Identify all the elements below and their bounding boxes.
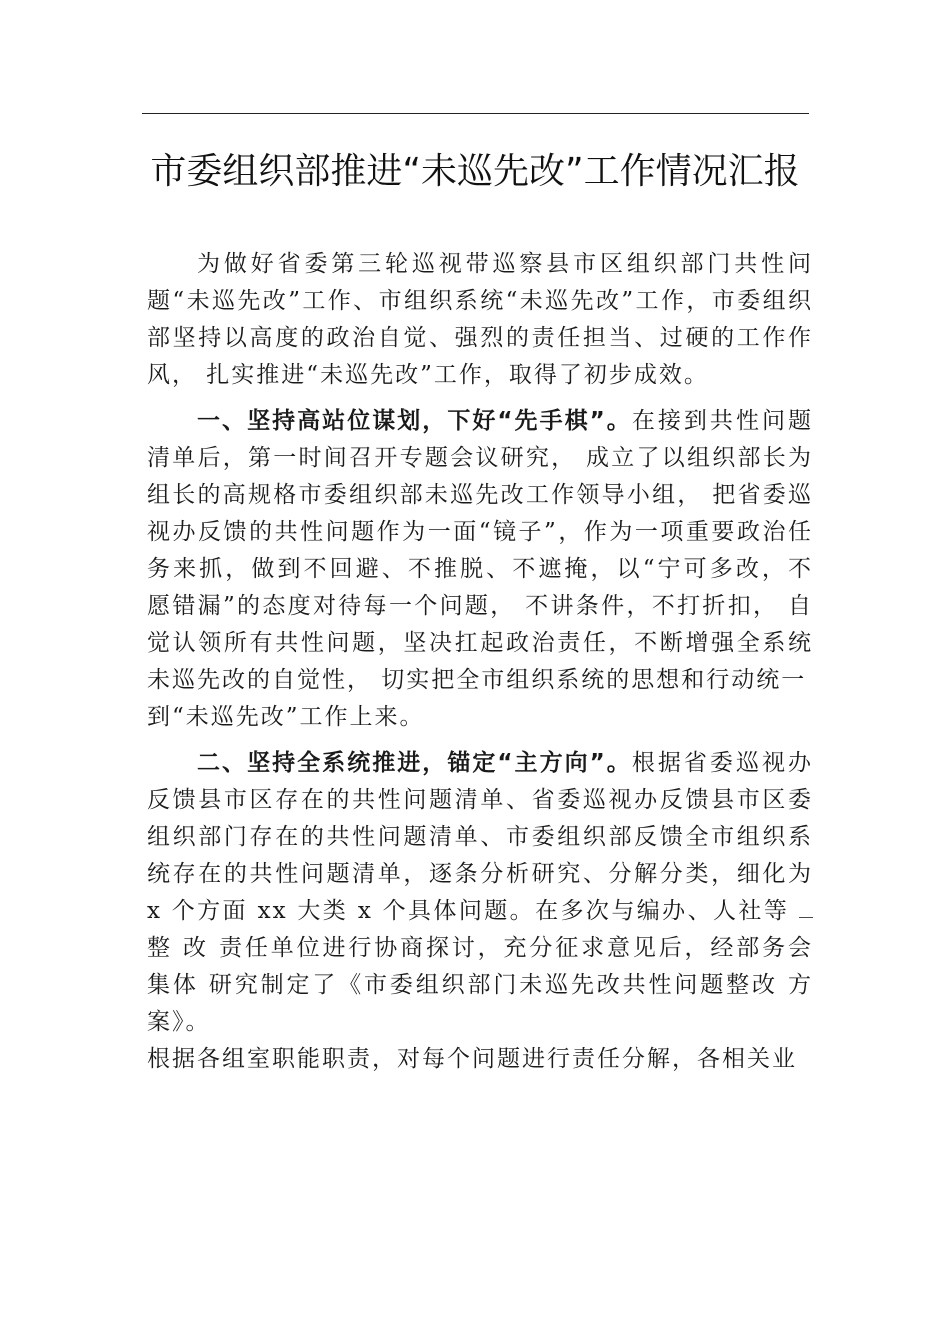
section-1-heading: 一、坚持高站位谋划，下好“先手棋”。 [197, 408, 632, 434]
section-2-text-b: 整 改 责任单位进行协商探讨，充分征求意见后，经部务会集体 研究制定了《市委组织部门未巡先改共性问题整改 方案》。 [147, 935, 813, 1035]
section-2-continuation: 根据各组室职能职责，对每个问题进行责任分解，各相关业 [147, 1046, 797, 1072]
section-1-text: 在接到共性问题 清单后，第一时间召开专题会议研究， 成立了以组织部长为 组长的高规格市委组织部未巡先改工作领导小组， 把省委巡 视办反馈的共性问题作为一面“镜子”，作为一项重要政治任 务来抓，做到不回避、不推脱、不遮掩，以“宁可多改，不 愿错漏”的态度对待每一个问题， 不讲条件，不打折扣， 自 觉认领所有共性问题，坚决扛起政治责任，不断增强全系统 未巡先改的自觉性， 切实把全市组织系统的思想和行动统一 [147, 408, 814, 693]
underline-mark [799, 899, 813, 918]
header-rule [142, 113, 809, 114]
intro-paragraph: 为做好省委第三轮巡视带巡察县市区组织部门共性问题“未巡先改”工作、市组织系统“未巡先改”工作，市委组织部坚持以高度的政治自觉、强烈的责任担当、过硬的工作作风， 扎实推进“未巡先改”工作，取得了初步成效。 [147, 251, 813, 388]
section-1-paragraph [147, 403, 813, 699]
section-2-paragraph [147, 745, 813, 1041]
section-2-text-a: 根据省委巡视办反馈县市区存在的共性问题清单、省委巡视办反馈县市区委组织部门存在的共性问题清单、市委组织部反馈全市组织系统存在的共性问题清单，逐条分析研究、分解分类，细化为 x 个方面 xx 大类 x 个具体问题。在多次与编办、人社等 [147, 750, 814, 924]
document-title: 市委组织部推进“未巡先改”工作情况汇报 [150, 151, 800, 192]
section-1-continuation: 到“未巡先改”工作上来。 [147, 704, 425, 730]
section-2-heading: 二、坚持全系统推进，锚定“主方向”。 [197, 750, 632, 776]
document-body [147, 246, 813, 1078]
